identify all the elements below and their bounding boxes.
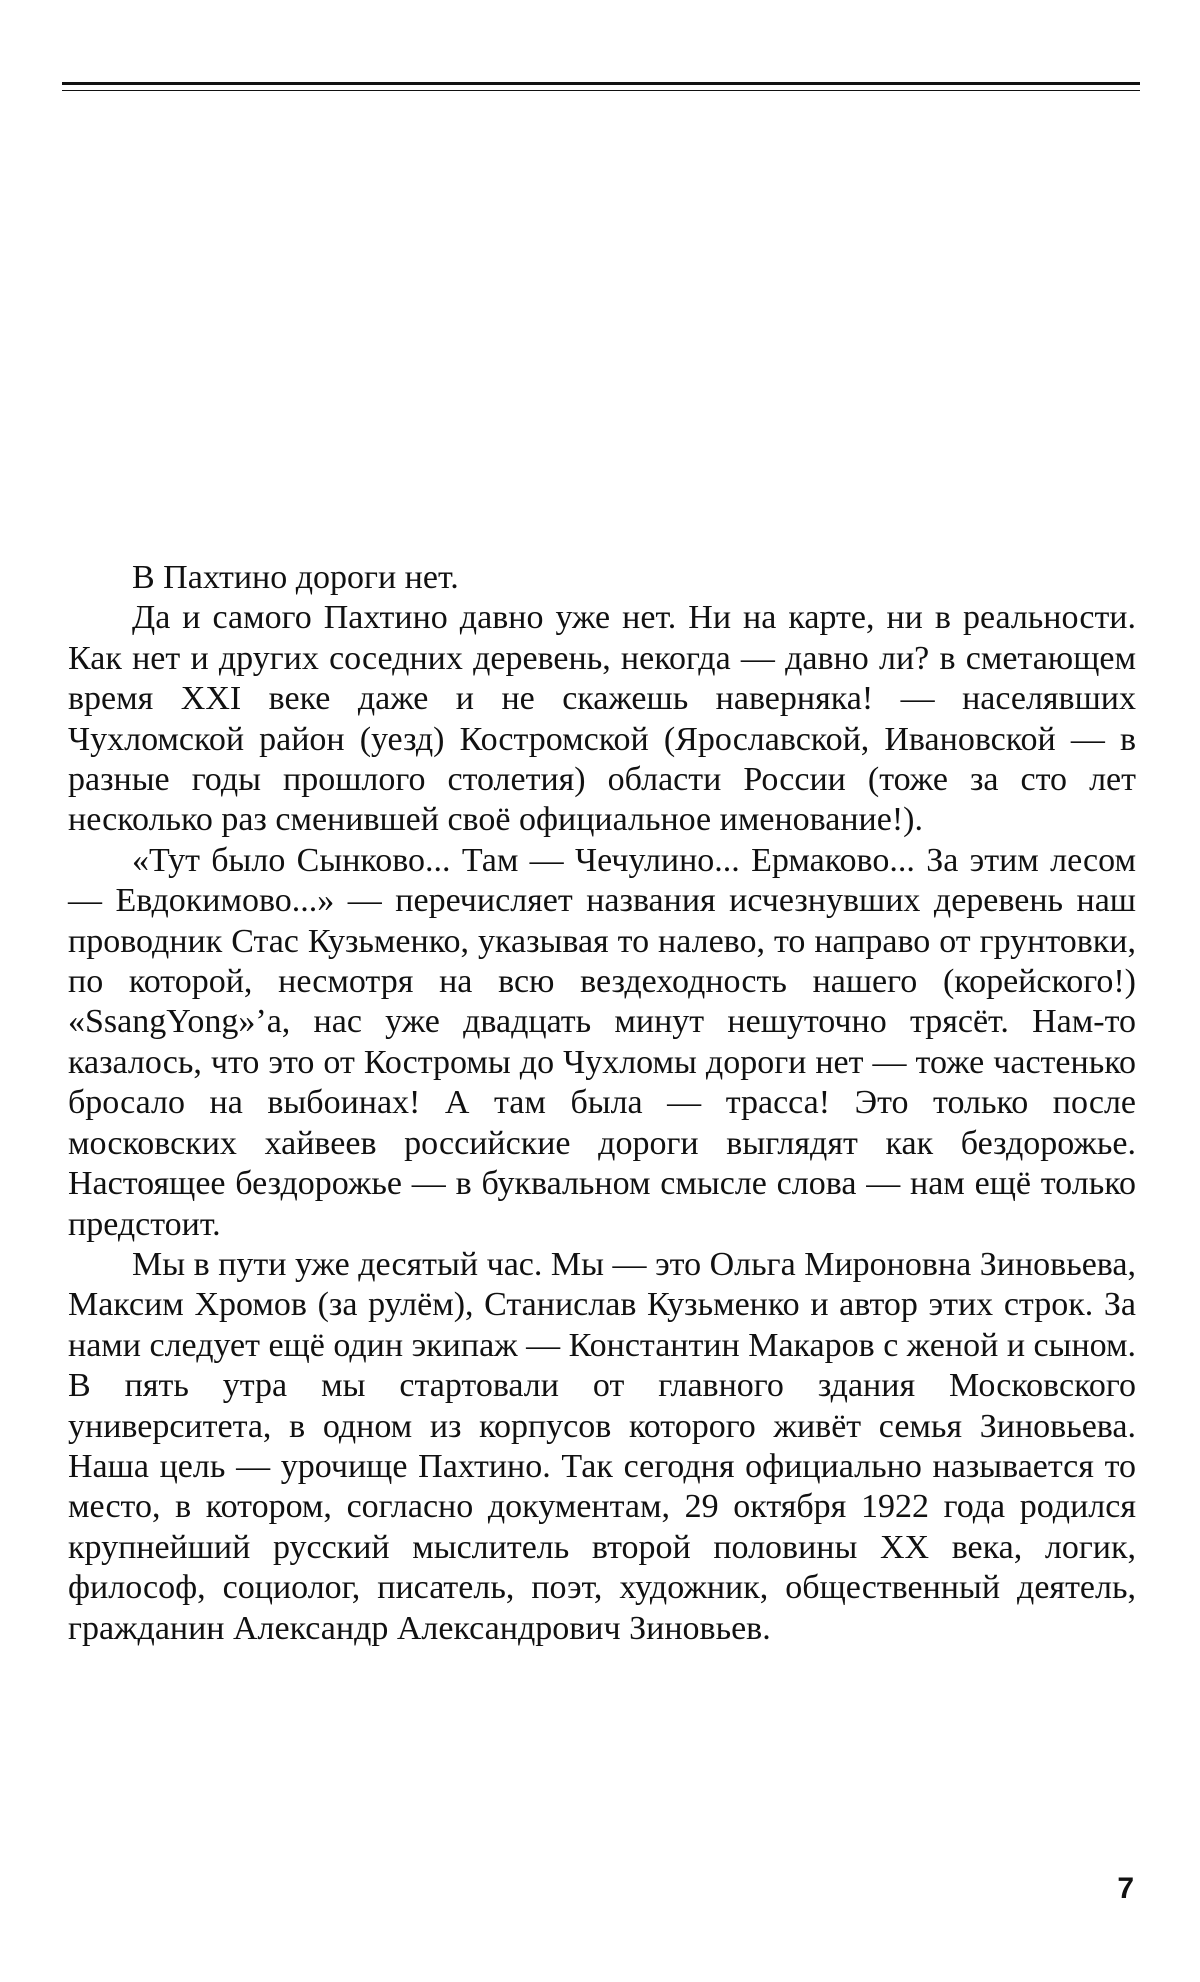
page-number: 7: [1117, 1872, 1134, 1905]
header-rule: [62, 82, 1140, 85]
paragraph: В Пахтино дороги нет.: [132, 559, 459, 596]
paragraph: Да и самого Пахтино давно уже нет. Ни на карте, ни в реальности. Как нет и других соседних деревень, некогда — давно ли? в сметающем время XXI веке даже и не скажешь наверняка! — населявших Чухломской район (уезд) Костромской (Ярославской, Ивановской — в разные годы прошлого столетия) области России (тоже за сто лет несколько раз сменившей своё официальное именование!).: [68, 599, 1136, 839]
header-rule-thin: [62, 90, 1140, 91]
paragraph: Мы в пути уже десятый час. Мы — это Ольга Мироновна Зиновьева, Максим Хромов (за рулём), Станислав Кузьменко и автор этих строк. За нами следует ещё один экипаж — Константин Макаров с женой и сыном. В пять утра мы стартовали от главного здания Московского университета, в одном из корпусов которого живёт семья Зиновьева. Наша цель — урочище Пахтино. Так сегодня официально называется то место, в котором, согласно документам, 29 октября 1922 года родился крупнейший русский мыслитель второй половины XX века, логик, философ, социолог, писатель, поэт, художник, общественный деятель, гражданин Александр Александрович Зиновьев.: [68, 1245, 1137, 1647]
paragraph: «Тут было Сынково... Там — Чечулино... Ермаково... За этим лесом — Евдокимово...» — перечисляет названия исчезнувших деревень наш проводник Стас Кузьменко, указывая то налево, то направо от грунтовки, по которой, несмотря на всю вездеходность нашего (корейского!) «SsangYong»’а, нас уже двадцать минут нешуточно трясёт. Нам-то казалось, что это от Костромы до Чухломы дороги нет — тоже частенько бросало на выбоинах! А там была — трасса! Это только после московских хайвеев российские дороги выглядят как бездорожье. Настоящее бездорожье — в буквальном смысле слова — нам ещё только предстоит.: [68, 841, 1136, 1243]
body-text: [68, 558, 1136, 1649]
